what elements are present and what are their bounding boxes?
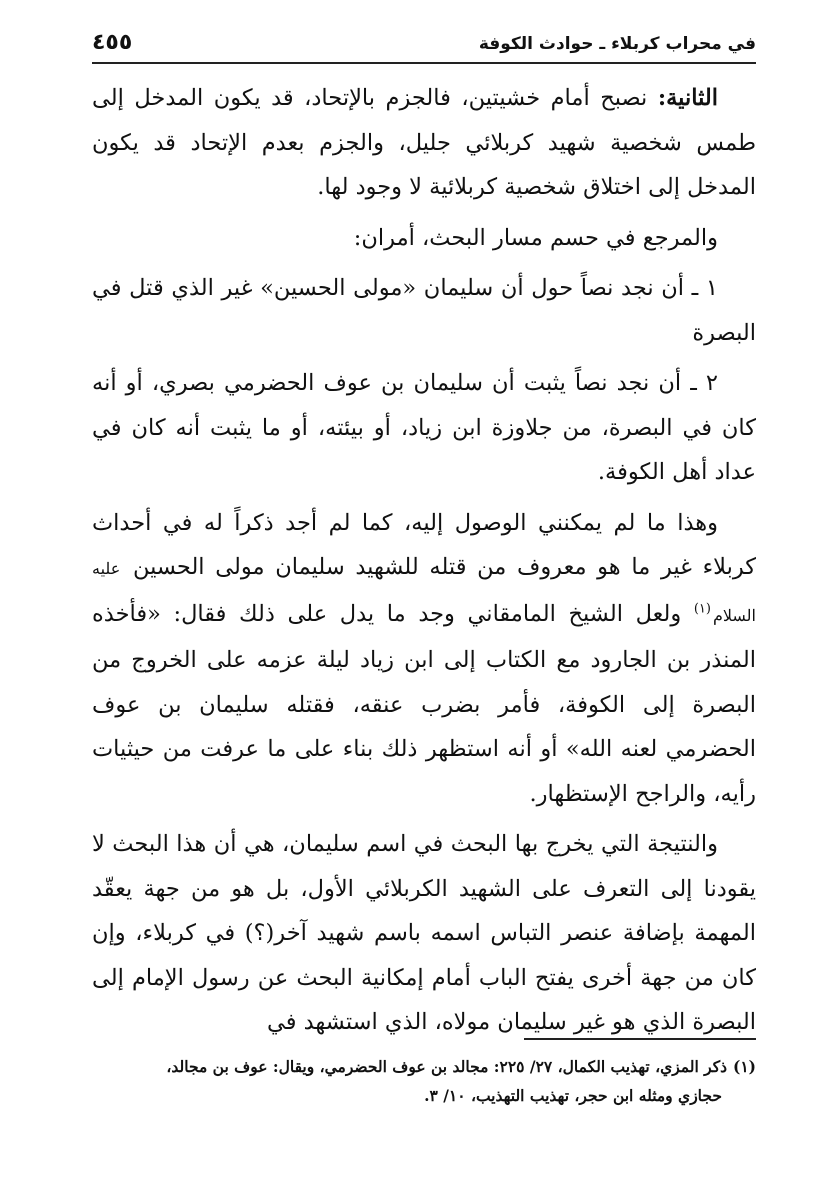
- footnote-text-1: ذكر المزي، تهذيب الكمال، ٢٧/ ٢٢٥: مجالد بن عوف الحضرمي، ويقال: عوف بن مجالد،: [166, 1057, 727, 1076]
- list-item-two: ٢ ـ أن نجد نصاً يثبت أن سليمان بن عوف الحضرمي بصري، أو أنه كان في البصرة، من جلاوزة ابن زياد، أو بيئته، أو ما يثبت أنه كان في عداد أهل الكوفة.: [92, 370, 756, 485]
- footnote-line-1: [92, 1052, 756, 1081]
- footnote-number: (١): [732, 1057, 756, 1076]
- list-item-one: ١ ـ أن نجد نصاً حول أن سليمان «مولى الحسين» غير الذي قتل في البصرة: [92, 275, 756, 346]
- paragraph-text: نصبح أمام خشيتين، فالجزم بالإتحاد، قد يكون المدخل إلى طمس شخصية شهيد كربلائي جليل، والجزم بعدم الإتحاد قد يكون المدخل إلى اختلاق شخصية كربلائية لا وجود لها.: [92, 85, 756, 200]
- footnote-divider: [524, 1038, 756, 1040]
- footnote-line-2: حجازي ومثله ابن حجر، تهذيب التهذيب، ١٠/ ٣.: [424, 1086, 722, 1105]
- running-header: [92, 28, 756, 64]
- paragraph-text-end: ولعل الشيخ المامقاني وجد ما يدل على ذلك فقال: «فأخذه المنذر بن الجارود مع الكتاب إلى ابن زياد ليلة عزمه على الخروج من البصرة إلى الكوفة، فأمر بضرب عنقه، فقتله سليمان بن عوف الحضرمي لعنه الله» أو أنه استظهر ذلك بناء على ما عرفت من حيثيات رأيه، والراجح الإستظهار.: [92, 600, 756, 807]
- page-number: ٤٥٥: [92, 30, 133, 55]
- honorific-glyph: عليه السلام: [92, 559, 756, 625]
- paragraph-reference: والمرجع في حسم مسار البحث، أمران:: [353, 224, 718, 251]
- paragraph-second-concern: [92, 76, 756, 210]
- running-title: في محراب كربلاء ـ حوادث الكوفة: [478, 34, 756, 54]
- paragraph-conclusion: والنتيجة التي يخرج بها البحث في اسم سليمان، هي أن هذا البحث لا يقودنا إلى التعرف على الشهيد الكربلائي الأول، بل هو من جهة يعقّد المهمة بإضافة عنصر التباس اسمه باسم شهيد آخر(؟) في كربلاء، وإن كان من جهة أخرى يفتح الباب أمام إمكانية البحث عن رسول الإمام إلى البصرة الذي هو غير سليمان مولاه، الذي استشهد في: [92, 831, 756, 1035]
- footnote-reference[interactable]: (١): [693, 601, 711, 616]
- footnote-block: [92, 1052, 756, 1110]
- paragraph-label: الثانية:: [657, 85, 718, 111]
- paragraph-text-start: وهذا ما لم يمكنني الوصول إليه، كما لم أجد ذكراً له في أحداث كربلاء غير ما هو معروف من قتله للشهيد سليمان مولى الحسين: [92, 509, 756, 580]
- paragraph-mamaqani: [92, 501, 756, 817]
- book-page: [92, 28, 756, 1158]
- main-text: [92, 76, 756, 1045]
